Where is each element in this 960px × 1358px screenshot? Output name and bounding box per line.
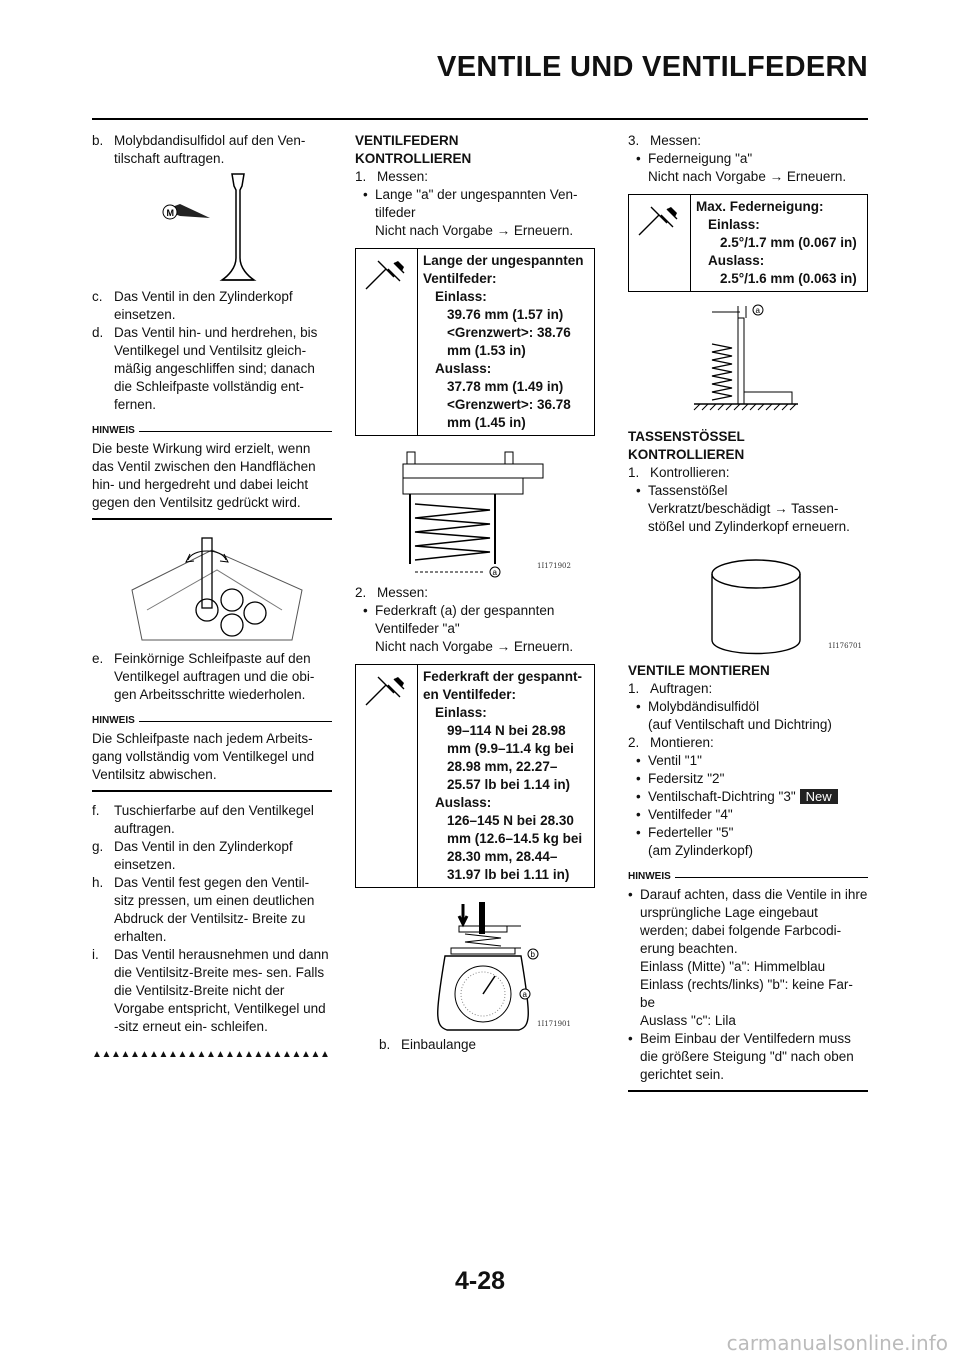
spec-box-tilt: Max. Federneigung: Einlass: 2.5°/1.7 mm (0.067 in) Auslass: 2.5°/1.6 mm (0.063 in) [628,194,868,292]
step-m1: 1. Auftragen: [628,681,713,696]
svg-text:a: a [755,306,760,315]
bullet-item-m2: • Federsitz "2" [636,771,725,786]
page-number: 4-28 [454,1267,506,1295]
bullet-result-3: Nicht nach Vorgabe → Erneuern. [648,169,847,184]
bullet-item-m1: • Molybdändisulfidöl [636,699,760,714]
step-g: g. Das Ventil in den Zylinderkopf einsetzen. [92,839,293,872]
caliper-figure [355,444,595,584]
svg-text:1I176701: 1I176701 [828,642,862,650]
step-f: f. Tuschierfarbe auf den Ventilkegel auftragen. [92,803,314,836]
note-end-rule [92,518,332,520]
step-3: 3. Messen: [628,133,702,148]
note-label: HINWEIS [92,422,332,440]
header-rule [92,118,868,120]
bullet-item-k1: • Tassenstößel [636,483,728,498]
svg-text:1I171902: 1I171902 [537,562,571,570]
new-part-badge: New [800,789,838,804]
note-label-3: HINWEIS [628,868,868,886]
column-right [628,132,868,1102]
section-end-marks: ▲▲▲▲▲▲▲▲▲▲▲▲▲▲▲▲▲▲▲▲▲▲▲▲▲ [92,1049,330,1060]
watermark: carmanualsonline.info [726,1331,948,1355]
valve-lapping-figure [92,530,332,650]
measure-tool-icon [356,665,418,887]
bullet-note-m1: (auf Ventilschaft und Dichtring) [648,717,832,732]
step-1: 1. Messen: [355,169,429,184]
bullet-item-m2: • Ventil "1" [636,753,702,768]
step-k1: 1. Kontrollieren: [628,465,730,480]
note-text-2: Die Schleifpaste nach jedem Arbeits- gang vollständig vom Ventilkegel und Ventilsitz abwischen. [92,731,315,782]
step-d: d. Das Ventil hin- und herdrehen, bis Ventilkegel und Ventilsitz gleich- mäßig angeschliffen sind; danach die Schleifpaste vollständig ent- fernen. [92,325,318,412]
step-2: 2. Messen: [355,585,429,600]
spring-scale-figure [355,896,595,1036]
svg-text:a: a [492,568,497,577]
measure-tool-icon [356,249,418,435]
step-sub-b: b. Einbaulange [379,1037,477,1052]
step-h: h. Das Ventil fest gegen den Ventil- sitz pressen, um einen deutlichen Abdruck der Ventilsitz- Breite zu erhalten. [92,875,315,944]
note-bullet: • Beim Einbau der Ventilfedern muss die größere Steigung "d" nach oben gerichtet sein. [628,1031,854,1082]
note-end-rule-2 [92,790,332,792]
bullet-result-k1: Verkratzt/beschädigt → Tassen- stößel und Zylinderkopf erneuern. [648,501,850,534]
bullet-result: Nicht nach Vorgabe → Erneuern. [375,223,574,238]
spec-box-free-length: Lange der ungespannten Ventilfeder: Einlass: 39.76 mm (1.57 in) <Grenzwert>: 38.76 mm (1.53 in) Auslass: 37.78 mm (1.49 in) <Grenzwert>: 36.78 mm (1.45 in) [355,248,595,436]
svg-text:a: a [522,990,527,999]
section-heading-3: TASSENSTÖSSEL [628,429,745,444]
bullet-item: • Lange "a" der ungespannten Ven- tilfeder [363,187,578,220]
page-title: VENTILE UND VENTILFEDERN [437,51,868,83]
valve-lifter-figure [628,536,868,662]
section-heading-2: KONTROLLIEREN [355,151,472,166]
spring-tilt-figure [628,300,868,428]
note-end-rule-3 [628,1090,868,1092]
bullet-note-m2: (am Zylinderkopf) [648,843,754,858]
measure-tool-icon [629,195,691,291]
step-c: c. Das Ventil in den Zylinderkopf einsetzen. [92,289,293,322]
note-label-2: HINWEIS [92,712,332,730]
bullet-result-2: Nicht nach Vorgabe → Erneuern. [375,639,574,654]
step-i: i. Das Ventil herausnehmen und dann die Ventilsitz-Breite mes- sen. Falls die Ventilsitz-Breite nicht der Vorgabe entspricht, Ventilkegel und -sitz erneut ein- schleifen. [92,947,329,1034]
section-heading: VENTILFEDERN [355,133,459,148]
step-e: e. Feinkörnige Schleifpaste auf den Ventilkegel auftragen und die obi- gen Arbeitsschritte wiederholen. [92,651,315,702]
spec-box-spring-force: Federkraft der gespannt- en Ventilfeder: Einlass: 99–114 N bei 28.98 mm (9.9–11.4 kg bei 28.98 mm, 22.27– 25.57 lb bei 1.14 in) Auslass: 126–145 N bei 28.30 mm (12.6–14.5 kg bei 28.30 mm, 28.44– 31.97 lb bei 1.11 in) [355,664,595,888]
bullet-item-m2: • Ventilfeder "4" [636,807,733,822]
column-middle [355,132,595,1054]
molybdenum-oil-icon: M [166,208,174,218]
section-heading-4: KONTROLLIEREN [628,447,745,462]
bullet-item-m2: • Federteller "5" [636,825,734,840]
bullet-item-2: • Federkraft (a) der gespannten Ventilfeder "a" [363,603,555,636]
bullet-item-3: • Federneigung "a" [636,151,753,166]
valve-stem-figure [92,168,332,288]
section-heading-5: VENTILE MONTIEREN [628,663,770,678]
step-m2: 2. Montieren: [628,735,714,750]
step-b: b. Molybdandisulfidol auf den Ven- tilschaft auftragen. [92,133,306,166]
note-line: Auslass "c": Lila [640,1013,736,1028]
svg-text:1I171901: 1I171901 [537,1020,571,1028]
note-line: Einlass (Mitte) "a": Himmelblau [640,959,826,974]
svg-text:b: b [530,950,535,959]
bullet-item-m2: • Ventilschaft-Dichtring "3" New [628,788,868,806]
column-left [92,132,332,1064]
note-text: Die beste Wirkung wird erzielt, wenn das Ventil zwischen den Handflächen hin- und hergedreht und dabei leicht gegen den Ventilsitz gedrückt wird. [92,441,316,510]
note-line: Einlass (rechts/links) "b": keine Far- be [640,977,853,1010]
note-bullet: • Darauf achten, dass die Ventile in ihre ursprüngliche Lage eingebaut werden; dabei folgende Farbcodi- erung beachten. [628,887,868,956]
